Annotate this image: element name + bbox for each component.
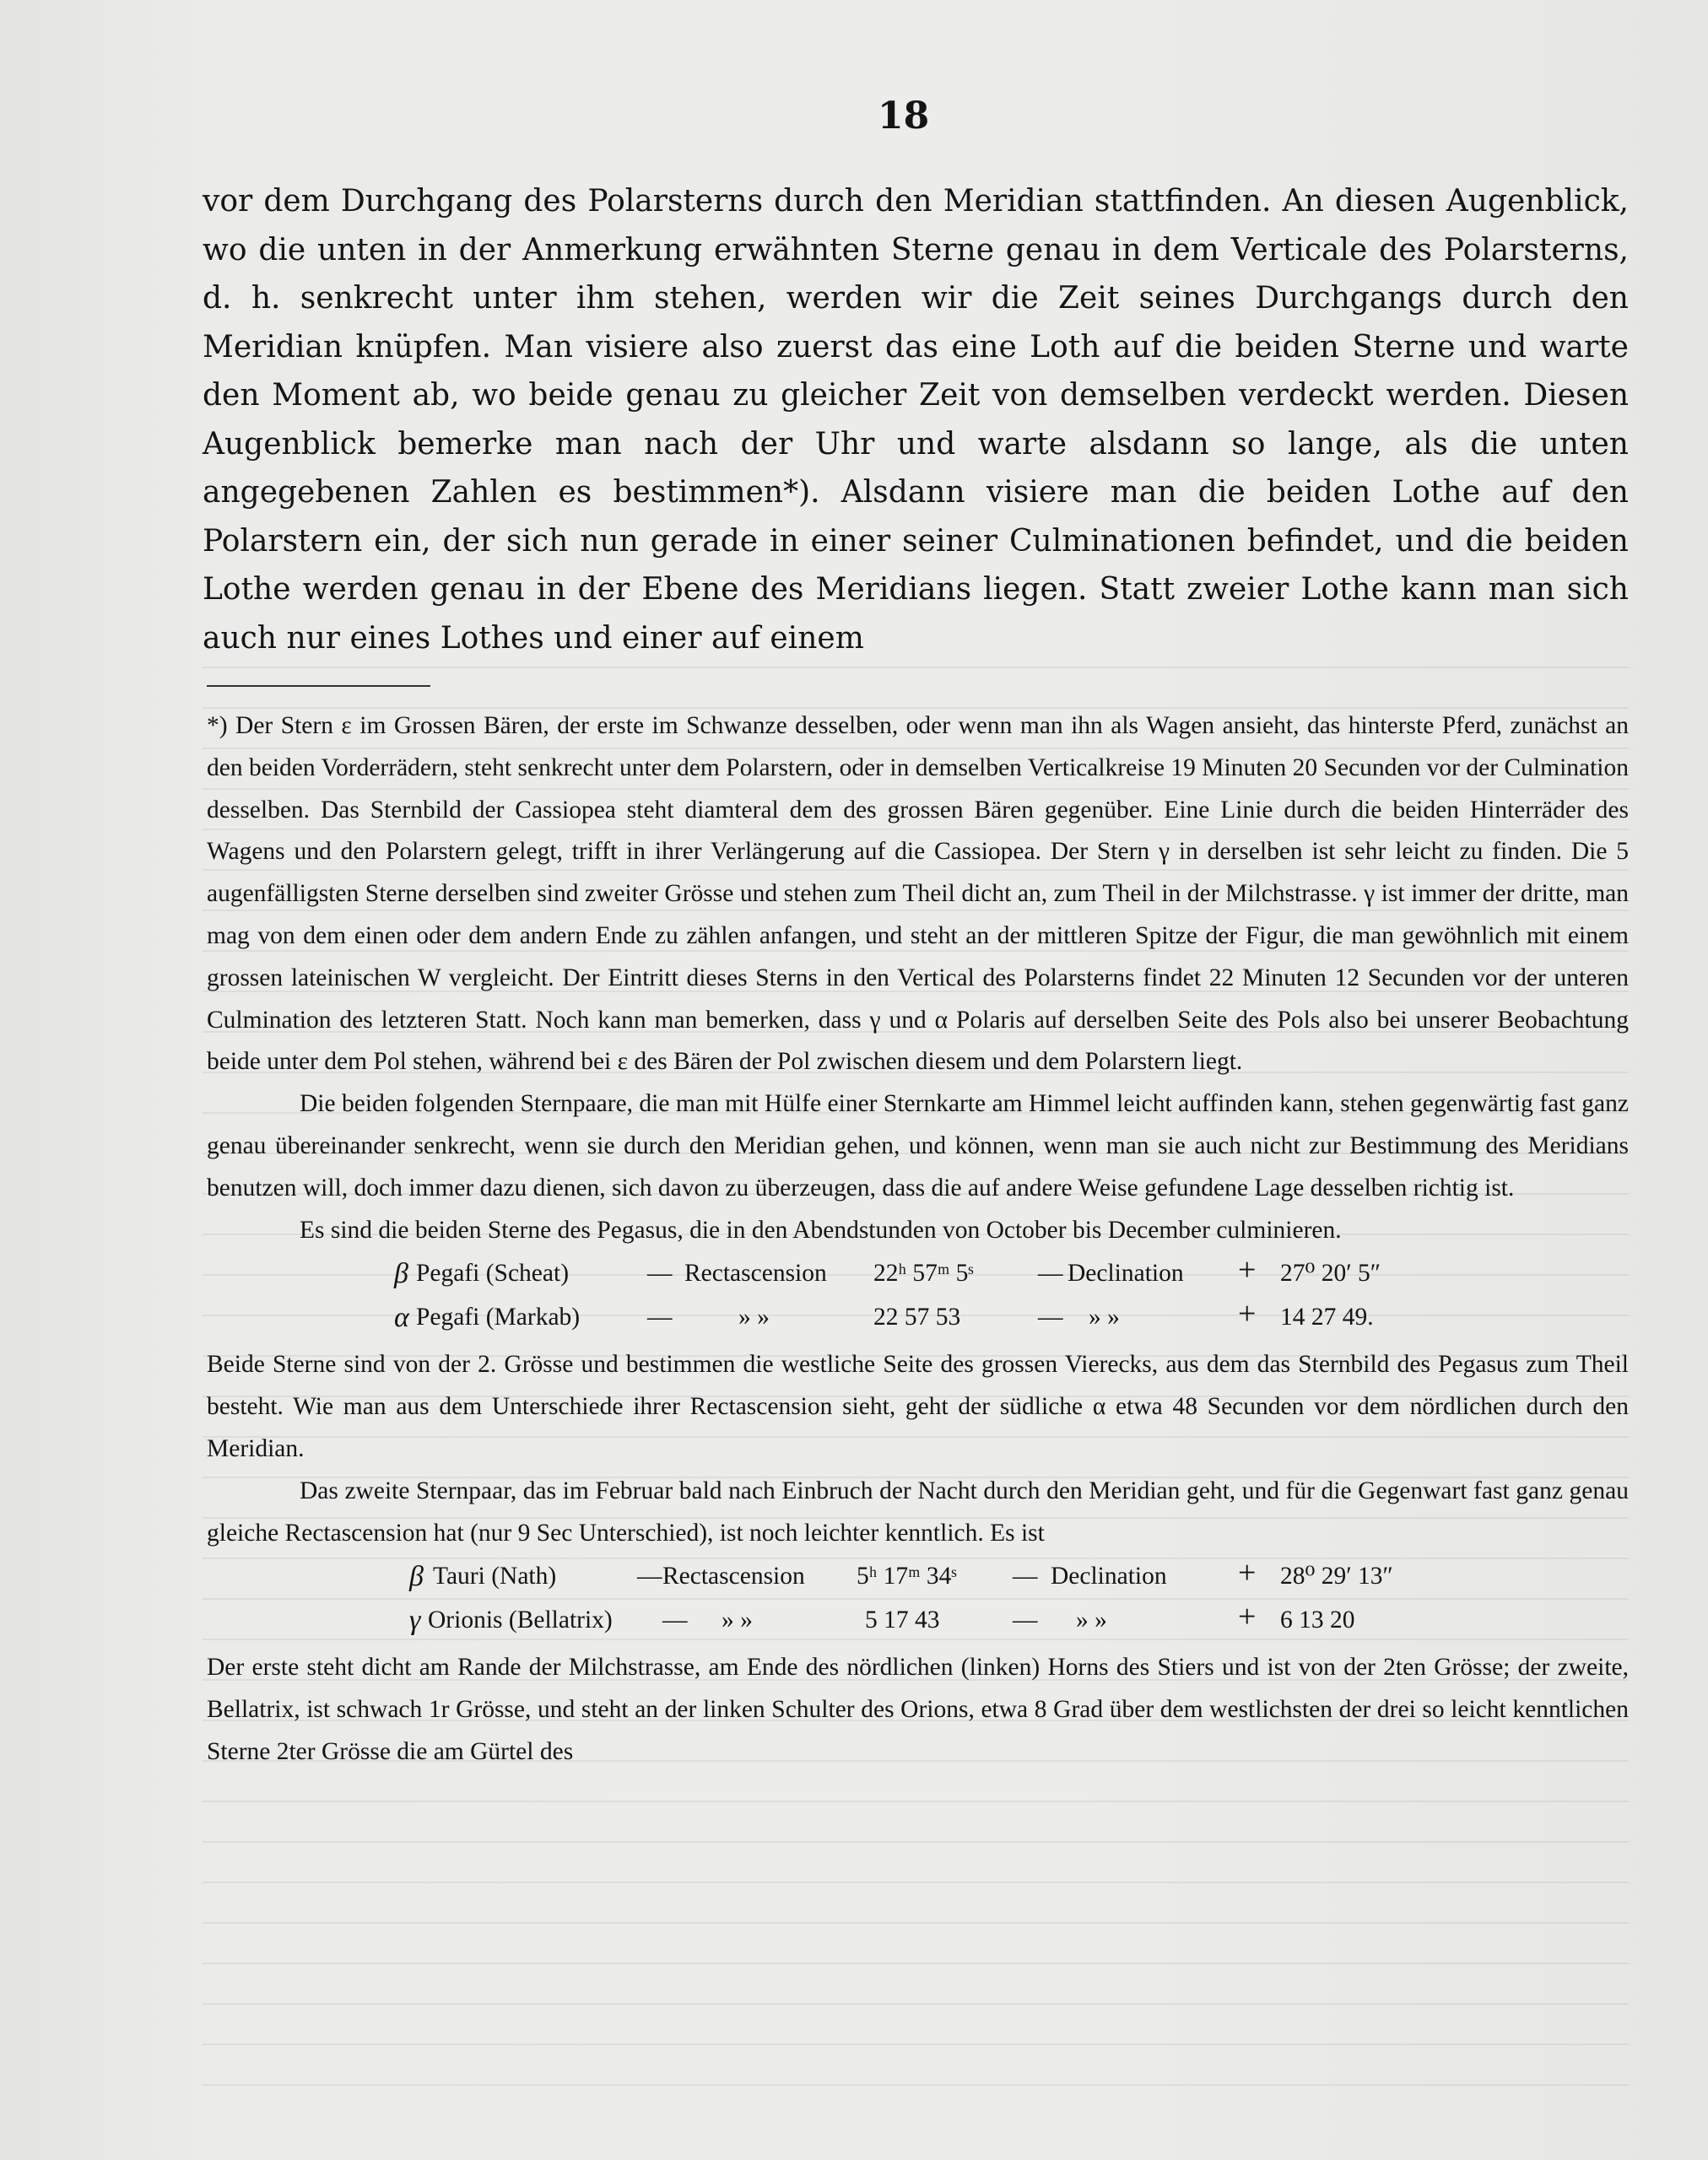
star-dash: — [1038, 1260, 1063, 1288]
star-row-beta-tauri [207, 1556, 1629, 1600]
star-name: Tauri (Nath) [433, 1563, 557, 1590]
main-paragraph: vor dem Durchgang des Polarsterns durch den Meridian stattfinden. An diesen Augenblick, wo die unten in der Anmerkung erwähnten Sterne genau in dem Verticale des Polarsterns, d. h. senkrecht unter ihm stehen, werden wir die Zeit seines Durchgangs durch den Meridian knüpfen. Man visiere also zuerst das eine Loth auf die beiden Sterne und warte den Moment ab, wo beide genau zu gleicher Zeit von demselben verdeckt werden. Diesen Augenblick bemerke man nach der Uhr und warte alsdann so lange, als die unten angegebenen Zahlen es bestimmen*). Alsdann visiere man die beiden Lothe auf den Polarstern ein, der sich nun gerade in einer seiner Culminationen befindet, und die beiden Lothe werden genau in der Ebene des Meridians liegen. Statt zweier Lothe kann man sich auch nur eines Lothes und einer auf einem [203, 184, 1629, 656]
star-decl-label: » » [1076, 1606, 1107, 1634]
star-dash: — [1013, 1606, 1038, 1634]
footnote-paragraph-6: Der erste steht dicht am Rande der Milchstrasse, am Ende des nördlichen (linken) Horns des Stiers und ist von der 2ten Grösse; der zweite, Bellatrix, ist schwach 1r Grösse, und steht an der linken Schulter des Orions, etwa 8 Grad über dem westlichsten der drei so leicht kenntlichen Sterne 2ter Grösse die am Gürtel des [207, 1654, 1629, 1765]
star-decl-label: Declination [1051, 1563, 1167, 1590]
star-greek-letter: β [394, 1258, 408, 1290]
star-decl-sign: + [1238, 1555, 1257, 1591]
star-ra-value: 22 57 53 [873, 1304, 961, 1331]
star-row-alpha-pegasi [207, 1297, 1629, 1341]
star-ra-label: » » [722, 1606, 753, 1634]
star-ra-value: 5 17 43 [865, 1606, 940, 1634]
star-row-beta-pegasi [207, 1253, 1629, 1297]
star-ra-label: Rectascension [684, 1260, 827, 1288]
star-row-gamma-orionis [207, 1600, 1629, 1644]
footnote-paragraph-5: Das zweite Sternpaar, das im Februar bald nach Einbruch der Nacht durch den Meridian geht, und für die Gegenwart fast ganz genau gleiche Rectascension hat (nur 9 Sec Unterschied), ist noch leichter kenntlich. Es ist [207, 1477, 1629, 1547]
star-dash: — [647, 1304, 673, 1331]
star-name: Pegafi (Scheat) [416, 1260, 570, 1288]
star-greek-letter: β [409, 1561, 424, 1593]
star-dash: — [647, 1260, 673, 1288]
star-name: Pegafi (Markab) [416, 1304, 581, 1331]
star-greek-letter: γ [409, 1605, 421, 1637]
footnote-paragraph-3: Es sind die beiden Sterne des Pegasus, die in den Abendstunden von October bis December culminieren. [300, 1216, 1342, 1244]
star-name: Orionis (Bellatrix) [428, 1606, 613, 1634]
footnote-paragraph-4: Beide Sterne sind von der 2. Grösse und bestimmen die westliche Seite des grossen Vierecks, aus dem das Sternbild des Pegasus zum Theil besteht. Wie man aus dem Unterschiede ihrer Rectascension sieht, geht der südliche α etwa 48 Secunden vor dem nördlichen durch den Meridian. [207, 1351, 1629, 1462]
taurus-orion-star-table [207, 1556, 1629, 1644]
page-number: 18 [878, 94, 930, 138]
star-dash: — [662, 1606, 688, 1634]
footnote-paragraph-1: *) Der Stern ε im Grossen Bären, der erste im Schwanze desselben, oder wenn man ihn als Wagen ansieht, das hinterste Pferd, zunächst an den beiden Vorderrädern, steht senkrecht unter dem Polarstern, oder in demselben Verticalkreise 19 Minuten 20 Secunden vor der Culmination desselben. Das Sternbild der Cassiopea steht diamteral dem des grossen Bären gegenüber. Eine Linie durch die beiden Hinterräder des Wagens und den Polarstern gelegt, trifft in ihrer Verlängerung auf die Cassiopea. Der Stern γ in derselben ist sehr leicht zu finden. Die 5 augenfälligsten Sterne derselben sind zweiter Grösse und stehen zum Theil dicht an, zum Theil in der Milchstrasse. γ ist immer der dritte, man mag von dem einen oder dem andern Ende zu zählen anfangen, und steht an der mittleren Spitze der Figur, die man gewöhnlich mit einem grossen lateinischen W vergleicht. Der Eintritt dieses Sterns in den Vertical des Polarsterns findet 22 Minuten 12 Secunden vor der unteren Culmination des letzteren Statt. Noch kann man bemerken, dass γ und α Polaris auf derselben Seite des Pols also bei unserer Beobachtung beide unter dem Pol stehen, während bei ε des Bären der Pol zwischen diesem und dem Polarstern liegt. [207, 712, 1629, 1076]
star-decl-label: » » [1089, 1304, 1120, 1331]
star-decl-value: 28⁰ 29′ 13″ [1280, 1563, 1393, 1590]
star-dash: — [1013, 1563, 1038, 1590]
star-ra-label: » » [738, 1304, 770, 1331]
star-greek-letter: α [394, 1302, 409, 1334]
star-decl-value: 27⁰ 20′ 5″ [1280, 1260, 1381, 1288]
star-dash: — [1038, 1304, 1063, 1331]
pegasus-star-table [207, 1253, 1629, 1341]
star-decl-value: 6 13 20 [1280, 1606, 1355, 1634]
star-decl-sign: + [1238, 1296, 1257, 1332]
footnote-paragraph-2: Die beiden folgenden Sternpaare, die man mit Hülfe einer Sternkarte am Himmel leicht auffinden kann, stehen gegenwärtig fast ganz genau übereinander senkrecht, wenn sie durch den Meridian gehen, und können, wenn man sie auch nicht zur Bestimmung des Meridians benutzen will, doch immer dazu dienen, sich davon zu überzeugen, dass die auf andere Weise gefundene Lage desselben richtig ist. [207, 1090, 1629, 1202]
star-dash: — [637, 1563, 662, 1590]
star-ra-value: 5ʰ 17ᵐ 34ˢ [857, 1563, 957, 1590]
star-decl-label: Declination [1068, 1260, 1184, 1288]
star-decl-sign: + [1238, 1252, 1257, 1288]
star-decl-value: 14 27 49. [1280, 1304, 1374, 1331]
star-ra-label: Rectascension [662, 1563, 805, 1590]
star-decl-sign: + [1238, 1599, 1257, 1635]
footnote-block [207, 705, 1629, 1774]
star-ra-value: 22ʰ 57ᵐ 5ˢ [873, 1260, 974, 1288]
footnote-divider [207, 685, 430, 687]
